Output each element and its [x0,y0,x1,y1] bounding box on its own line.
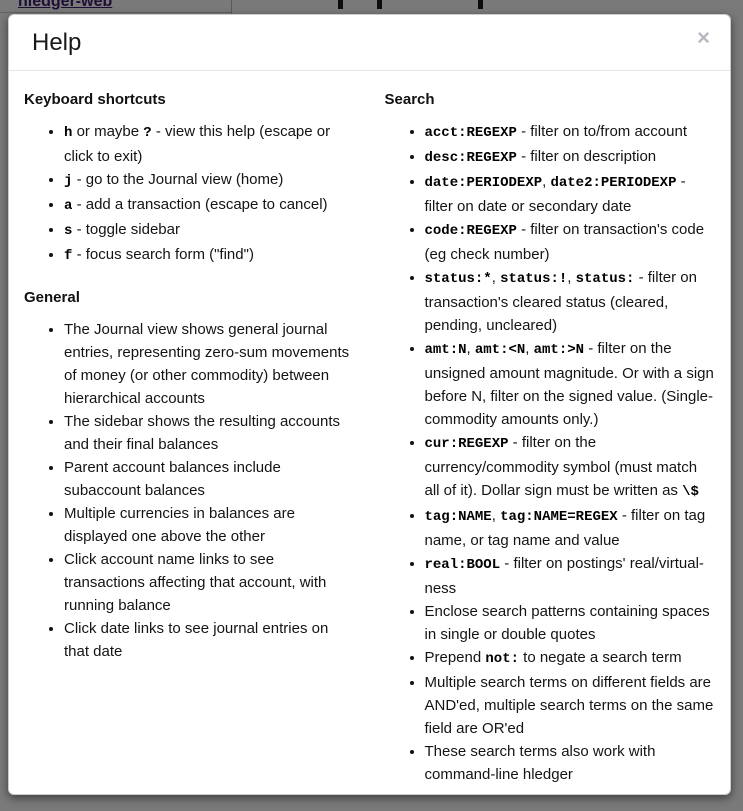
list-item [64,617,355,663]
section-title: General [24,289,80,306]
inline-code: tag:NAME [424,509,492,525]
inline-code: tag:NAME=REGEX [500,509,618,525]
help-list [24,318,355,663]
text-run: - filter on transaction's code (eg check number) [424,221,705,263]
text-run: Parent account balances include subaccount balances [64,459,281,499]
modal-header [9,15,730,71]
inline-code: amt:N [424,342,467,358]
inline-code: status:! [500,271,568,287]
inline-code: f [64,248,73,264]
help-column-left [9,91,370,795]
text-run: The Journal view shows general journal entries, representing zero-sum movements of money (or other commodity) between hierarchical accounts [64,321,350,407]
text-run: Multiple currencies in balances are displayed one above the other [64,505,295,545]
inline-code: real:BOOL [424,557,501,573]
text-run: These search terms also work with command-line hledger [424,743,656,783]
close-icon[interactable]: × [697,25,710,50]
list-item [64,193,355,218]
text-run: Multiple search terms on different fields are AND'ed, multiple search terms on the same field are OR'ed [424,674,714,737]
text-run: The sidebar shows the resulting accounts and their final balances [64,413,340,453]
text-run: , [525,340,534,357]
list-item [425,170,716,218]
text-run: , [542,173,551,190]
list-item [425,120,716,145]
inline-code: amt:<N [474,342,526,358]
modal-title: Help [32,29,82,56]
text-run: - filter on description [516,148,657,165]
inline-code: date2:PERIODEXP [550,175,677,191]
list-item [425,431,716,504]
inline-code: cur:REGEXP [424,436,509,452]
help-column-right [370,91,731,795]
inline-code: acct:REGEXP [424,125,517,141]
text-run: or maybe [72,123,144,140]
inline-code: status:* [424,271,492,287]
text-run: - filter on the unsigned amount magnitude. Or with a sign before N, filter on the signed value. (Single-commodity amounts only.) [424,340,714,428]
list-item [64,243,355,268]
text-run: to negate a search term [519,649,682,666]
text-run: , [466,340,475,357]
list-item [425,671,716,740]
help-modal [8,14,731,795]
list-item [425,552,716,600]
list-item [64,548,355,617]
inline-code: j [64,173,73,189]
text-run: Enclose search patterns containing spaces in single or double quotes [424,603,710,643]
text-run: - focus search form ("find") [72,246,254,263]
inline-code: amt:>N [533,342,585,358]
list-item [64,502,355,548]
list-item [64,456,355,502]
list-item [425,504,716,552]
text-run: , [491,507,501,524]
list-item [425,145,716,170]
inline-code: date:PERIODEXP [424,175,543,191]
list-item [64,410,355,456]
text-run: - go to the Journal view (home) [72,171,284,188]
list-item [425,600,716,646]
text-run: - filter on postings' real/virtual-ness [424,555,704,597]
list-item [64,218,355,243]
inline-code: status: [575,271,635,287]
section-title: Search [384,91,435,108]
help-list [24,120,355,268]
inline-code: code:REGEXP [424,223,517,239]
list-item [425,218,716,266]
section-title: Keyboard shortcuts [24,91,166,108]
text-run: - filter on to/from account [516,123,687,140]
inline-code: s [64,223,73,239]
text-run: - toggle sidebar [72,221,180,238]
inline-code: a [64,198,73,214]
list-item [425,646,716,671]
text-run: - view this help (escape or click to exit) [64,123,331,165]
text-run: - filter on date or secondary date [424,173,686,215]
text-run: , [491,269,501,286]
list-item [64,318,355,410]
list-item [64,120,355,168]
text-run: - add a transaction (escape to cancel) [72,196,328,213]
text-run: Prepend [424,649,486,666]
inline-code: \$ [682,484,699,500]
text-run: - filter on the currency/commodity symbol (must match all of it). Dollar sign must be written as [424,434,698,499]
list-item [64,168,355,193]
list-item [425,337,716,431]
modal-body [9,71,730,795]
text-run: - filter on transaction's cleared status (cleared, pending, uncleared) [424,269,697,334]
text-run: , [567,269,576,286]
text-run: Click date links to see journal entries on that date [64,620,329,660]
inline-code: h [64,125,73,141]
list-item [425,266,716,337]
inline-code: ? [143,125,152,141]
text-run: Click account name links to see transactions affecting that account, with running balance [64,551,327,614]
help-list [385,120,716,786]
text-run: - filter on tag name, or tag name and value [424,507,706,549]
list-item [425,740,716,786]
inline-code: desc:REGEXP [424,150,517,166]
inline-code: not: [485,651,519,667]
